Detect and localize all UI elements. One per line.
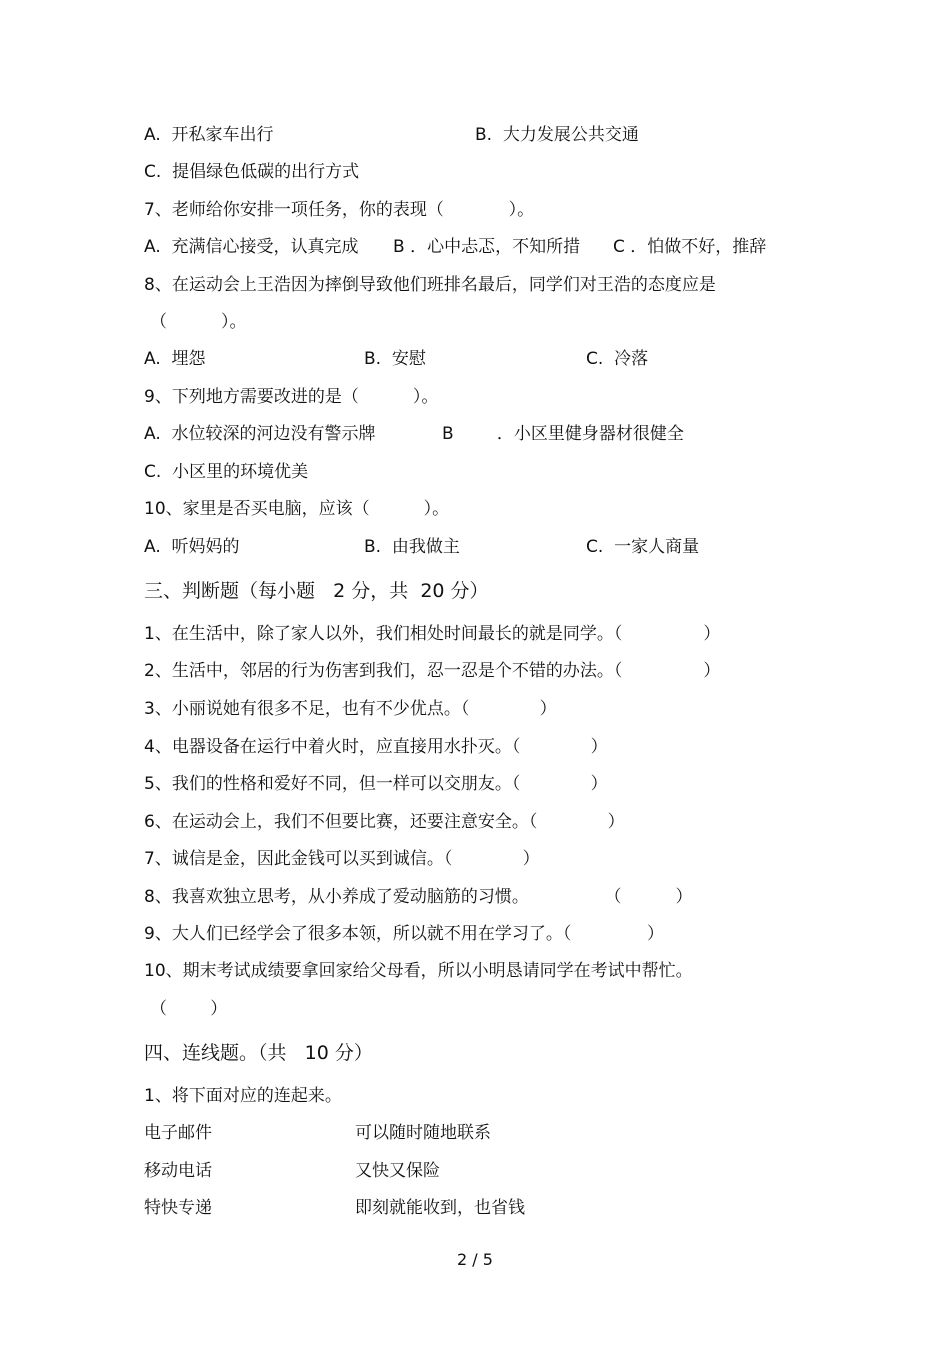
q10-option-c: C. 一家人商量 [586, 537, 700, 557]
section4-title: 四、连线题。（共 10 分） [144, 1042, 373, 1064]
q9-stem: 9、下列地方需要改进的是（ ）。 [144, 387, 439, 407]
q10-option-a: A. 听妈妈的 [144, 537, 240, 557]
q6-option-b: B. 大力发展公共交通 [475, 125, 639, 145]
page-number: 2 / 5 [457, 1250, 493, 1269]
q7-option-b: B ．心中忐忑，不知所措 [393, 237, 581, 257]
match-right-1: 可以随时随地联系 [355, 1123, 491, 1143]
q10-stem: 10、家里是否买电脑，应该（ ）。 [144, 499, 450, 519]
q7-option-c: C ．怕做不好，推辞 [613, 237, 767, 257]
judge-item-8: 8、我喜欢独立思考，从小养成了爱动脑筋的习惯。 （ ） [144, 887, 693, 907]
q10-option-b: B. 由我做主 [364, 537, 460, 557]
judge-item-7: 7、诚信是金，因此金钱可以买到诚信。（ ） [144, 849, 540, 869]
judge-item-5: 5、我们的性格和爱好不同，但一样可以交朋友。（ ） [144, 774, 608, 794]
match-question-1: 1、将下面对应的连起来。 [144, 1086, 342, 1106]
q6-option-c: C. 提倡绿色低碳的出行方式 [144, 162, 360, 182]
judge-item-6: 6、在运动会上，我们不但要比赛，还要注意安全。（ ） [144, 812, 625, 832]
q9-option-a: A. 水位较深的河边没有警示牌 [144, 424, 376, 444]
judge-item-3: 3、小丽说她有很多不足，也有不少优点。（ ） [144, 699, 557, 719]
q8-option-a: A. 埋怨 [144, 349, 206, 369]
section3-title: 三、判断题（每小题 2 分，共 20 分） [144, 580, 489, 602]
q6-option-a: A. 开私家车出行 [144, 125, 274, 145]
q9-option-c: C. 小区里的环境优美 [144, 462, 309, 482]
q8-stem: 8、在运动会上王浩因为摔倒导致他们班排名最后，同学们对王浩的态度应是 [144, 275, 716, 295]
q8-option-c: C. 冷落 [586, 349, 649, 369]
judge-item-9: 9、大人们已经学会了很多本领，所以就不用在学习了。（ ） [144, 924, 664, 944]
q9-option-b: B ．小区里健身器材很健全 [442, 424, 684, 444]
match-right-3: 即刻就能收到，也省钱 [355, 1198, 525, 1218]
match-left-2: 移动电话 [144, 1161, 212, 1181]
q7-option-a: A. 充满信心接受，认真完成 [144, 237, 359, 257]
judge-item-10-continuation: （ ） [150, 999, 228, 1019]
judge-item-4: 4、电器设备在运行中着火时，应直接用水扑灭。（ ） [144, 737, 608, 757]
match-left-1: 电子邮件 [144, 1123, 212, 1143]
match-left-3: 特快专递 [144, 1198, 212, 1218]
judge-item-10: 10、期末考试成绩要拿回家给父母看，所以小明恳请同学在考试中帮忙。 [144, 961, 693, 981]
q8-option-b: B. 安慰 [364, 349, 426, 369]
judge-item-2: 2、生活中，邻居的行为伤害到我们，忍一忍是个不错的办法。（ ） [144, 661, 721, 681]
q7-stem: 7、老师给你安排一项任务，你的表现（ ）。 [144, 200, 535, 220]
q8-stem-continuation: （ ）。 [150, 312, 247, 332]
match-right-2: 又快又保险 [355, 1161, 440, 1181]
judge-item-1: 1、在生活中，除了家人以外，我们相处时间最长的就是同学。（ ） [144, 624, 721, 644]
